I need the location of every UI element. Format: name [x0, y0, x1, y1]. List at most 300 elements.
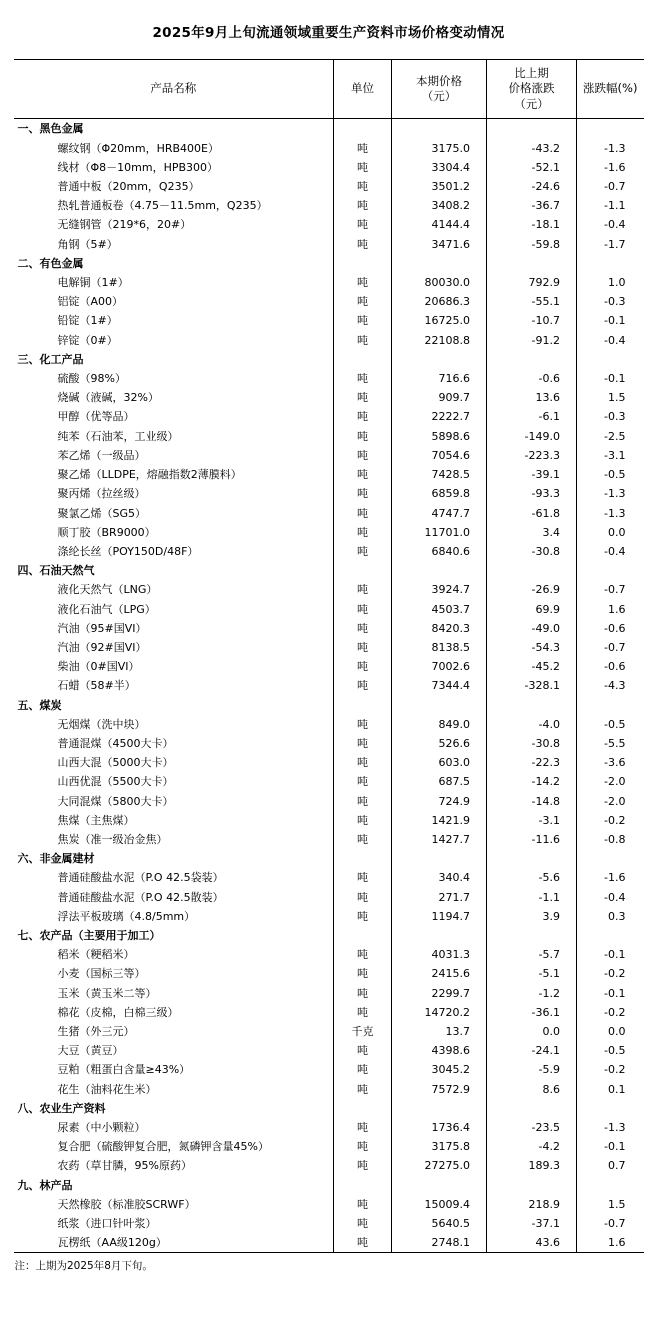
- table-row: [14, 235, 644, 254]
- product-current-price: 4144.4: [392, 215, 487, 234]
- table-row: [14, 868, 644, 887]
- product-unit: [334, 849, 392, 868]
- product-current-price: 22108.8: [392, 331, 487, 350]
- product-current-price: 20686.3: [392, 292, 487, 311]
- product-current-price: 1421.9: [392, 811, 487, 830]
- product-unit: 吨: [334, 504, 392, 523]
- product-unit: 吨: [334, 369, 392, 388]
- table-row: [14, 407, 644, 426]
- table-row: [14, 1080, 644, 1099]
- product-current-price: 3175.8: [392, 1137, 487, 1156]
- product-unit: 吨: [334, 273, 392, 292]
- product-current-price: 11701.0: [392, 523, 487, 542]
- product-name: 纸浆（进口针叶浆）: [57, 1217, 157, 1231]
- product-percent-change: [577, 119, 644, 139]
- product-percent-change: 0.7: [577, 1156, 644, 1175]
- product-price-change: -36.7: [487, 196, 577, 215]
- product-percent-change: -0.4: [577, 542, 644, 561]
- product-name: 焦煤（主焦煤）: [57, 813, 135, 827]
- product-name: 硫酸（98%）: [57, 372, 126, 386]
- column-header-price-change-line3: （元）: [514, 96, 549, 111]
- product-price-change: -14.2: [487, 772, 577, 791]
- product-price-change: 0.0: [487, 1022, 577, 1041]
- product-current-price: 2748.1: [392, 1233, 487, 1253]
- product-name: 苯乙烯（一级品）: [57, 448, 146, 462]
- product-price-change: -61.8: [487, 504, 577, 523]
- table-group-row: [14, 254, 644, 273]
- product-current-price: [392, 926, 487, 945]
- product-percent-change: [577, 254, 644, 273]
- group-name: 五、煤炭: [17, 698, 62, 712]
- table-row: [14, 1003, 644, 1022]
- product-percent-change: -0.7: [577, 1214, 644, 1233]
- product-percent-change: -2.0: [577, 772, 644, 791]
- table-row: [14, 1118, 644, 1137]
- product-price-change: [487, 696, 577, 715]
- table-row: [14, 638, 644, 657]
- product-current-price: 2299.7: [392, 984, 487, 1003]
- product-price-change: 8.6: [487, 1080, 577, 1099]
- product-price-change: -59.8: [487, 235, 577, 254]
- product-price-change: -223.3: [487, 446, 577, 465]
- column-header-percent-change: 涨跌幅(%): [577, 59, 644, 119]
- product-percent-change: -0.6: [577, 657, 644, 676]
- product-unit: 吨: [334, 215, 392, 234]
- product-price-change: [487, 561, 577, 580]
- product-percent-change: -1.3: [577, 484, 644, 503]
- product-current-price: 3175.0: [392, 139, 487, 158]
- product-unit: 吨: [334, 331, 392, 350]
- product-current-price: 13.7: [392, 1022, 487, 1041]
- product-percent-change: -0.2: [577, 1003, 644, 1022]
- table-group-row: [14, 849, 644, 868]
- product-current-price: 4747.7: [392, 504, 487, 523]
- product-price-change: -5.7: [487, 945, 577, 964]
- product-percent-change: 0.3: [577, 907, 644, 926]
- product-current-price: 526.6: [392, 734, 487, 753]
- product-percent-change: -0.4: [577, 215, 644, 234]
- product-unit: 吨: [334, 1060, 392, 1079]
- product-price-change: -10.7: [487, 311, 577, 330]
- table-row: [14, 273, 644, 292]
- product-name: 无烟煤（洗中块）: [57, 717, 146, 731]
- product-price-change: 218.9: [487, 1195, 577, 1214]
- table-row: [14, 619, 644, 638]
- product-percent-change: -1.7: [577, 235, 644, 254]
- table-row: [14, 369, 644, 388]
- product-price-change: -4.0: [487, 715, 577, 734]
- product-percent-change: -0.1: [577, 984, 644, 1003]
- product-unit: 吨: [334, 830, 392, 849]
- product-percent-change: 1.0: [577, 273, 644, 292]
- product-name: 铝锭（A00）: [57, 295, 124, 309]
- table-group-row: [14, 1176, 644, 1195]
- product-name: 焦炭（准一级冶金焦）: [57, 832, 168, 846]
- product-price-change: -5.9: [487, 1060, 577, 1079]
- product-unit: 吨: [334, 619, 392, 638]
- table-row: [14, 158, 644, 177]
- product-unit: 吨: [334, 657, 392, 676]
- product-percent-change: -0.5: [577, 1041, 644, 1060]
- product-unit: 吨: [334, 465, 392, 484]
- product-name: 玉米（黄玉米二等）: [57, 986, 157, 1000]
- product-price-change: -22.3: [487, 753, 577, 772]
- product-percent-change: -3.1: [577, 446, 644, 465]
- product-price-change: -18.1: [487, 215, 577, 234]
- column-header-current-price-line2: （元）: [421, 89, 457, 104]
- product-unit: [334, 926, 392, 945]
- product-current-price: 2222.7: [392, 407, 487, 426]
- product-name: 柴油（0#国VI）: [57, 660, 140, 674]
- product-unit: 吨: [334, 484, 392, 503]
- product-price-change: 69.9: [487, 600, 577, 619]
- product-price-change: -5.1: [487, 964, 577, 983]
- table-row: [14, 888, 644, 907]
- product-unit: 吨: [334, 407, 392, 426]
- product-current-price: 7002.6: [392, 657, 487, 676]
- product-unit: 吨: [334, 600, 392, 619]
- product-name: 涤纶长丝（POY150D/48F）: [57, 544, 199, 558]
- product-percent-change: -0.6: [577, 619, 644, 638]
- product-name: 尿素（中小颗粒）: [57, 1121, 146, 1134]
- product-price-change: -14.8: [487, 792, 577, 811]
- product-unit: 吨: [334, 753, 392, 772]
- product-unit: 吨: [334, 868, 392, 887]
- product-unit: 吨: [334, 158, 392, 177]
- column-header-current-price: [392, 59, 487, 119]
- product-unit: 吨: [334, 1003, 392, 1022]
- product-unit: 吨: [334, 139, 392, 158]
- product-percent-change: -0.2: [577, 811, 644, 830]
- product-name: 普通硅酸盐水泥（P.O 42.5散装）: [57, 890, 224, 904]
- group-name: 八、农业生产资料: [17, 1101, 106, 1115]
- product-name: 普通硅酸盐水泥（P.O 42.5袋装）: [57, 871, 224, 885]
- table-header: [14, 59, 644, 119]
- table-row: [14, 331, 644, 350]
- product-current-price: [392, 849, 487, 868]
- table-row: [14, 1233, 644, 1253]
- product-price-change: [487, 926, 577, 945]
- table-row: [14, 580, 644, 599]
- table-row: [14, 984, 644, 1003]
- product-name: 聚乙烯（LLDPE，熔融指数2薄膜料）: [57, 468, 242, 482]
- group-name: 九、林产品: [17, 1178, 73, 1192]
- table-group-row: [14, 696, 644, 715]
- product-unit: 吨: [334, 311, 392, 330]
- product-name: 液化石油气（LPG）: [57, 602, 156, 616]
- group-name: 一、黑色金属: [17, 122, 84, 136]
- product-percent-change: -0.1: [577, 369, 644, 388]
- product-name: 农药（草甘膦，95%原药）: [57, 1159, 192, 1173]
- column-header-current-price-line1: 本期价格: [416, 73, 462, 88]
- product-unit: 吨: [334, 638, 392, 657]
- product-price-change: -23.5: [487, 1118, 577, 1137]
- product-name: 锌锭（0#）: [57, 333, 118, 347]
- product-name: 纯苯（石油苯，工业级）: [57, 429, 179, 443]
- product-current-price: [392, 119, 487, 139]
- product-current-price: 4031.3: [392, 945, 487, 964]
- group-name: 二、有色金属: [17, 256, 84, 270]
- product-name: 豆粕（粗蛋白含量≥43%）: [57, 1063, 191, 1077]
- product-percent-change: -0.1: [577, 1137, 644, 1156]
- product-unit: [334, 561, 392, 580]
- table-row: [14, 388, 644, 407]
- table-row: [14, 676, 644, 695]
- product-percent-change: -1.6: [577, 868, 644, 887]
- product-name: 大同混煤（5800大卡）: [57, 794, 174, 808]
- product-price-change: 3.9: [487, 907, 577, 926]
- product-unit: [334, 1176, 392, 1195]
- table-group-row: [14, 119, 644, 139]
- product-percent-change: -0.2: [577, 1060, 644, 1079]
- product-name: 聚丙烯（拉丝级）: [57, 487, 146, 501]
- table-row: [14, 523, 644, 542]
- product-percent-change: [577, 926, 644, 945]
- product-unit: [334, 119, 392, 139]
- product-unit: 吨: [334, 1233, 392, 1253]
- product-name: 山西大混（5000大卡）: [57, 756, 174, 770]
- product-unit: 吨: [334, 945, 392, 964]
- table-row: [14, 830, 644, 849]
- product-percent-change: -1.3: [577, 504, 644, 523]
- product-name: 棉花（皮棉，白棉三级）: [57, 1005, 179, 1019]
- product-unit: 吨: [334, 792, 392, 811]
- product-current-price: 340.4: [392, 868, 487, 887]
- product-name: 电解铜（1#）: [57, 276, 129, 290]
- product-unit: 千克: [334, 1022, 392, 1041]
- column-header-price-change: [487, 59, 577, 119]
- table-row: [14, 1041, 644, 1060]
- product-current-price: 7428.5: [392, 465, 487, 484]
- product-current-price: 3924.7: [392, 580, 487, 599]
- product-unit: 吨: [334, 427, 392, 446]
- product-current-price: 15009.4: [392, 1195, 487, 1214]
- product-unit: 吨: [334, 772, 392, 791]
- product-price-change: 792.9: [487, 273, 577, 292]
- product-current-price: 27275.0: [392, 1156, 487, 1175]
- table-row: [14, 907, 644, 926]
- product-unit: 吨: [334, 811, 392, 830]
- product-price-change: [487, 254, 577, 273]
- table-row: [14, 945, 644, 964]
- product-price-change: -55.1: [487, 292, 577, 311]
- table-row: [14, 484, 644, 503]
- group-name: 七、农产品（主要用于加工）: [17, 928, 161, 942]
- product-current-price: 1194.7: [392, 907, 487, 926]
- product-current-price: 849.0: [392, 715, 487, 734]
- page-title: 2025年9月上旬流通领域重要生产资料市场价格变动情况: [152, 25, 505, 41]
- product-name: 石蜡（58#半）: [57, 679, 136, 693]
- product-percent-change: 0.0: [577, 1022, 644, 1041]
- product-name: 螺纹钢（Φ20mm，HRB400E）: [57, 141, 219, 155]
- product-price-change: 3.4: [487, 523, 577, 542]
- product-unit: 吨: [334, 964, 392, 983]
- product-name: 复合肥（硫酸钾复合肥，氮磷钾含量45%）: [57, 1140, 269, 1154]
- product-unit: [334, 696, 392, 715]
- table-row: [14, 600, 644, 619]
- table-row: [14, 1214, 644, 1233]
- product-current-price: 687.5: [392, 772, 487, 791]
- product-name: 普通混煤（4500大卡）: [57, 736, 174, 750]
- product-price-change: -30.8: [487, 734, 577, 753]
- product-percent-change: 1.6: [577, 1233, 644, 1253]
- product-unit: 吨: [334, 580, 392, 599]
- table-row: [14, 1060, 644, 1079]
- column-header-price-change-line2: 价格涨跌: [508, 81, 555, 96]
- product-unit: 吨: [334, 542, 392, 561]
- product-unit: 吨: [334, 1214, 392, 1233]
- product-price-change: -5.6: [487, 868, 577, 887]
- column-header-product-name: 产品名称: [14, 59, 334, 119]
- product-current-price: [392, 1099, 487, 1118]
- product-percent-change: [577, 350, 644, 369]
- product-percent-change: -0.3: [577, 407, 644, 426]
- product-price-change: -0.6: [487, 369, 577, 388]
- product-unit: 吨: [334, 1118, 392, 1137]
- product-unit: [334, 254, 392, 273]
- product-current-price: 724.9: [392, 792, 487, 811]
- product-unit: 吨: [334, 388, 392, 407]
- product-current-price: 716.6: [392, 369, 487, 388]
- table-row: [14, 504, 644, 523]
- product-percent-change: 0.1: [577, 1080, 644, 1099]
- product-unit: 吨: [334, 235, 392, 254]
- price-table: [14, 59, 644, 1254]
- product-percent-change: 1.5: [577, 1195, 644, 1214]
- product-current-price: 3045.2: [392, 1060, 487, 1079]
- product-price-change: -26.9: [487, 580, 577, 599]
- table-row: [14, 139, 644, 158]
- product-percent-change: 1.5: [577, 388, 644, 407]
- product-percent-change: -3.6: [577, 753, 644, 772]
- product-current-price: 3408.2: [392, 196, 487, 215]
- product-percent-change: -0.1: [577, 311, 644, 330]
- table-row: [14, 715, 644, 734]
- product-current-price: 603.0: [392, 753, 487, 772]
- product-name: 稻米（粳稻米）: [57, 948, 135, 962]
- product-unit: 吨: [334, 196, 392, 215]
- group-name: 三、化工产品: [17, 352, 84, 366]
- product-unit: 吨: [334, 676, 392, 695]
- product-current-price: 6859.8: [392, 484, 487, 503]
- table-row: [14, 1137, 644, 1156]
- product-percent-change: 0.0: [577, 523, 644, 542]
- product-price-change: -1.1: [487, 888, 577, 907]
- product-name: 热轧普通板卷（4.75－11.5mm，Q235）: [57, 199, 268, 213]
- product-unit: 吨: [334, 1080, 392, 1099]
- product-percent-change: 1.6: [577, 600, 644, 619]
- product-price-change: -24.6: [487, 177, 577, 196]
- product-percent-change: -0.4: [577, 888, 644, 907]
- table-row: [14, 772, 644, 791]
- product-price-change: 13.6: [487, 388, 577, 407]
- table-row: [14, 542, 644, 561]
- product-current-price: 2415.6: [392, 964, 487, 983]
- group-name: 四、石油天然气: [17, 564, 95, 578]
- product-name: 小麦（国标三等）: [57, 967, 146, 981]
- table-row: [14, 734, 644, 753]
- table-group-row: [14, 561, 644, 580]
- table-row: [14, 1022, 644, 1041]
- product-price-change: [487, 119, 577, 139]
- product-unit: 吨: [334, 1195, 392, 1214]
- product-name: 烧碱（液碱，32%）: [57, 391, 159, 405]
- product-percent-change: -0.5: [577, 715, 644, 734]
- product-price-change: -11.6: [487, 830, 577, 849]
- product-name: 线材（Φ8－10mm，HPB300）: [57, 160, 219, 174]
- column-header-price-change-line1: 比上期: [514, 65, 549, 80]
- product-unit: 吨: [334, 1156, 392, 1175]
- product-percent-change: -4.3: [577, 676, 644, 695]
- product-unit: 吨: [334, 888, 392, 907]
- product-name: 汽油（95#国VI）: [57, 621, 147, 635]
- table-header-row: [14, 59, 644, 119]
- product-unit: 吨: [334, 984, 392, 1003]
- table-row: [14, 964, 644, 983]
- product-current-price: [392, 350, 487, 369]
- product-name: 天然橡胶（标准胶SCRWF）: [57, 1197, 196, 1211]
- product-current-price: [392, 561, 487, 580]
- product-current-price: 7344.4: [392, 676, 487, 695]
- product-name: 聚氯乙烯（SG5）: [57, 506, 147, 520]
- product-price-change: -4.2: [487, 1137, 577, 1156]
- table-row: [14, 792, 644, 811]
- table-row: [14, 1195, 644, 1214]
- table-row: [14, 753, 644, 772]
- product-name: 普通中板（20mm，Q235）: [57, 180, 200, 194]
- product-price-change: -39.1: [487, 465, 577, 484]
- product-percent-change: [577, 696, 644, 715]
- product-name: 无缝钢管（219*6，20#）: [57, 218, 192, 232]
- product-current-price: 5640.5: [392, 1214, 487, 1233]
- product-name: 生猪（外三元）: [57, 1024, 135, 1038]
- product-name: 花生（油料花生米）: [57, 1082, 157, 1096]
- product-current-price: 271.7: [392, 888, 487, 907]
- product-percent-change: [577, 561, 644, 580]
- product-percent-change: -0.7: [577, 177, 644, 196]
- product-percent-change: [577, 1176, 644, 1195]
- product-price-change: -149.0: [487, 427, 577, 446]
- table-note: 注：上期为2025年8月下旬。: [14, 1260, 153, 1273]
- table-row: [14, 657, 644, 676]
- product-unit: 吨: [334, 1041, 392, 1060]
- product-current-price: 4503.7: [392, 600, 487, 619]
- product-percent-change: -1.3: [577, 1118, 644, 1137]
- table-group-row: [14, 1099, 644, 1118]
- product-price-change: -91.2: [487, 331, 577, 350]
- product-percent-change: -0.7: [577, 580, 644, 599]
- table-row: [14, 311, 644, 330]
- product-name: 大豆（黄豆）: [57, 1044, 124, 1058]
- product-unit: 吨: [334, 1137, 392, 1156]
- table-body: [14, 119, 644, 1253]
- product-percent-change: [577, 1099, 644, 1118]
- product-current-price: 1427.7: [392, 830, 487, 849]
- table-row: [14, 465, 644, 484]
- product-name: 山西优混（5500大卡）: [57, 775, 174, 789]
- product-price-change: -52.1: [487, 158, 577, 177]
- product-unit: 吨: [334, 907, 392, 926]
- product-current-price: 7054.6: [392, 446, 487, 465]
- product-price-change: -30.8: [487, 542, 577, 561]
- product-percent-change: -0.2: [577, 964, 644, 983]
- product-price-change: 43.6: [487, 1233, 577, 1253]
- product-unit: 吨: [334, 734, 392, 753]
- product-unit: 吨: [334, 446, 392, 465]
- product-current-price: 8420.3: [392, 619, 487, 638]
- product-name: 汽油（92#国VI）: [57, 640, 147, 654]
- product-percent-change: -0.5: [577, 465, 644, 484]
